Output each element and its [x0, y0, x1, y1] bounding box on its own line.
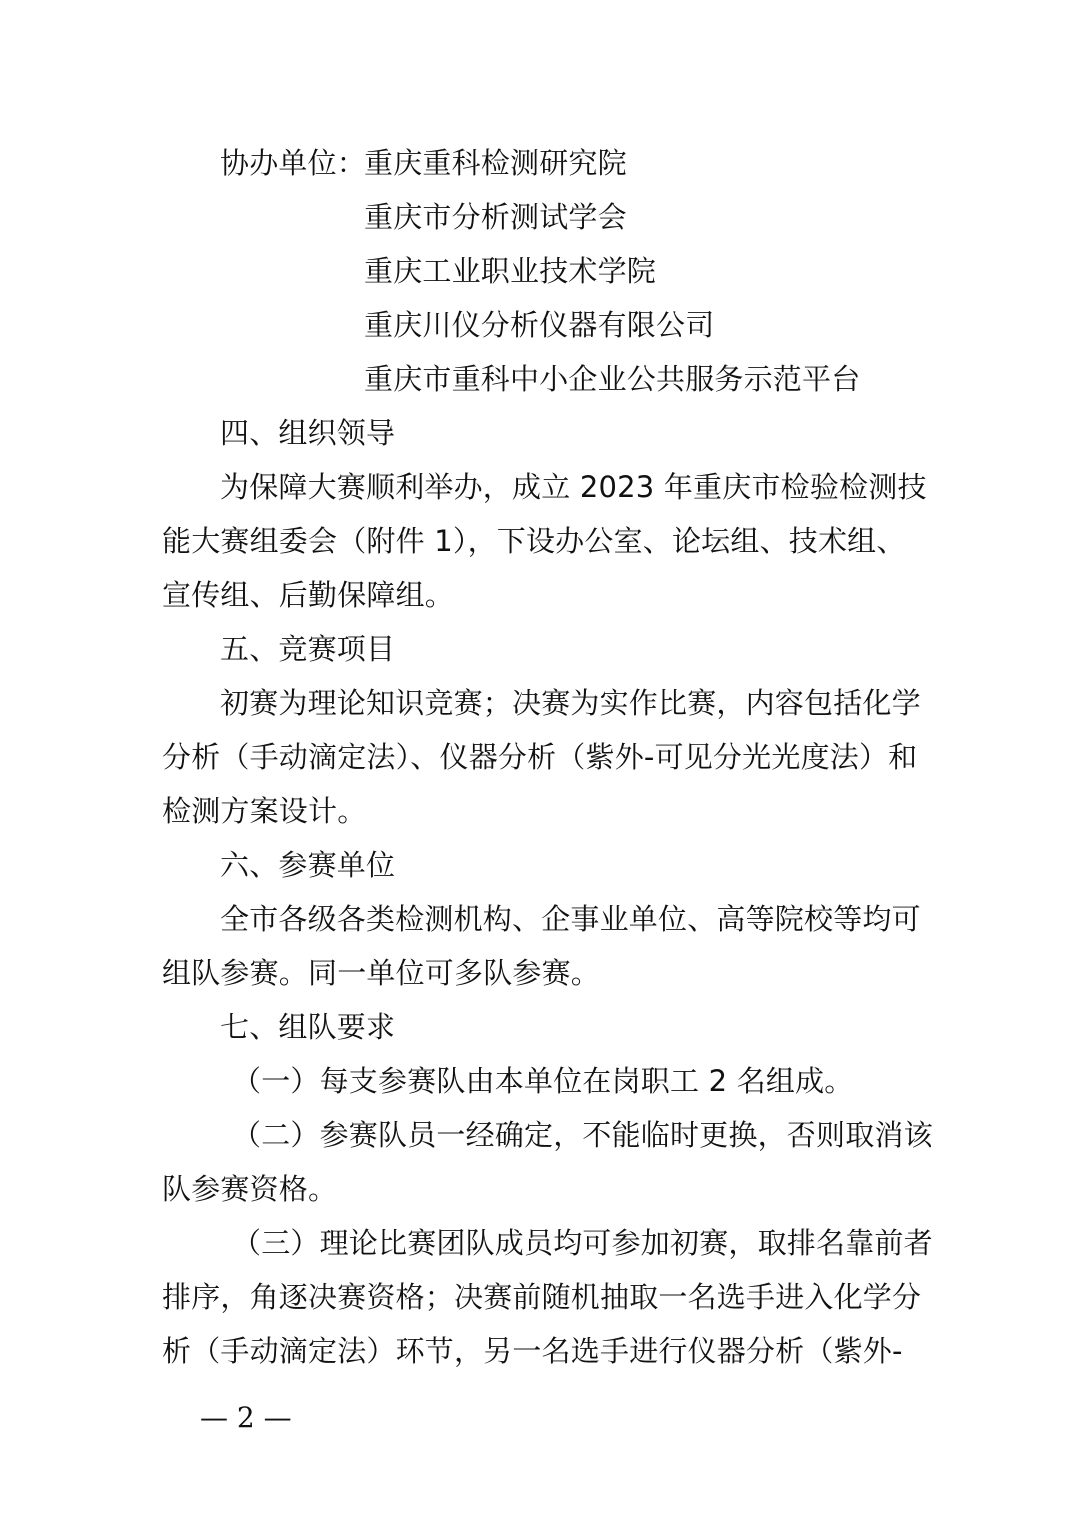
paragraph-line: （三）理论比赛团队成员均可参加初赛，取排名靠前者 [232, 1226, 933, 1260]
paragraph-line: 能大赛组委会（附件 1），下设办公室、论坛组、技术组、 [162, 524, 906, 558]
section-heading: 六、参赛单位 [220, 848, 396, 882]
page-number: — 2 — [200, 1401, 292, 1434]
paragraph-line: 全市各级各类检测机构、企事业单位、高等院校等均可 [220, 902, 921, 936]
co-organizer-unit: 重庆市重科中小企业公共服务示范平台 [364, 362, 861, 396]
paragraph-line: 分析（手动滴定法）、仪器分析（紫外-可见分光光度法）和 [162, 740, 918, 774]
co-organizer-unit: 重庆工业职业技术学院 [364, 254, 657, 288]
section-heading: 五、竞赛项目 [220, 632, 396, 666]
paragraph-line: （一）每支参赛队由本单位在岗职工 2 名组成。 [232, 1064, 854, 1098]
co-organizer-unit: 重庆市分析测试学会 [364, 200, 627, 234]
co-organizer-unit: 重庆重科检测研究院 [364, 146, 627, 180]
co-organizer-unit: 重庆川仪分析仪器有限公司 [364, 308, 715, 342]
co-organizer-label: 协办单位： [220, 146, 367, 180]
paragraph-line: 宣传组、后勤保障组。 [162, 578, 455, 612]
paragraph-line: 检测方案设计。 [162, 794, 367, 828]
paragraph-line: 为保障大赛顺利举办，成立 2023 年重庆市检验检测技 [220, 470, 927, 504]
section-heading: 四、组织领导 [220, 416, 396, 450]
paragraph-line: （二）参赛队员一经确定，不能临时更换，否则取消该 [232, 1118, 933, 1152]
paragraph-line: 初赛为理论知识竞赛；决赛为实作比赛，内容包括化学 [220, 686, 921, 720]
section-heading: 七、组队要求 [220, 1010, 396, 1044]
paragraph-line: 排序，角逐决赛资格；决赛前随机抽取一名选手进入化学分 [162, 1280, 922, 1314]
paragraph-line: 组队参赛。同一单位可多队参赛。 [162, 956, 601, 990]
paragraph-line: 队参赛资格。 [162, 1172, 338, 1206]
paragraph-line: 析（手动滴定法）环节，另一名选手进行仪器分析（紫外- [162, 1334, 903, 1368]
